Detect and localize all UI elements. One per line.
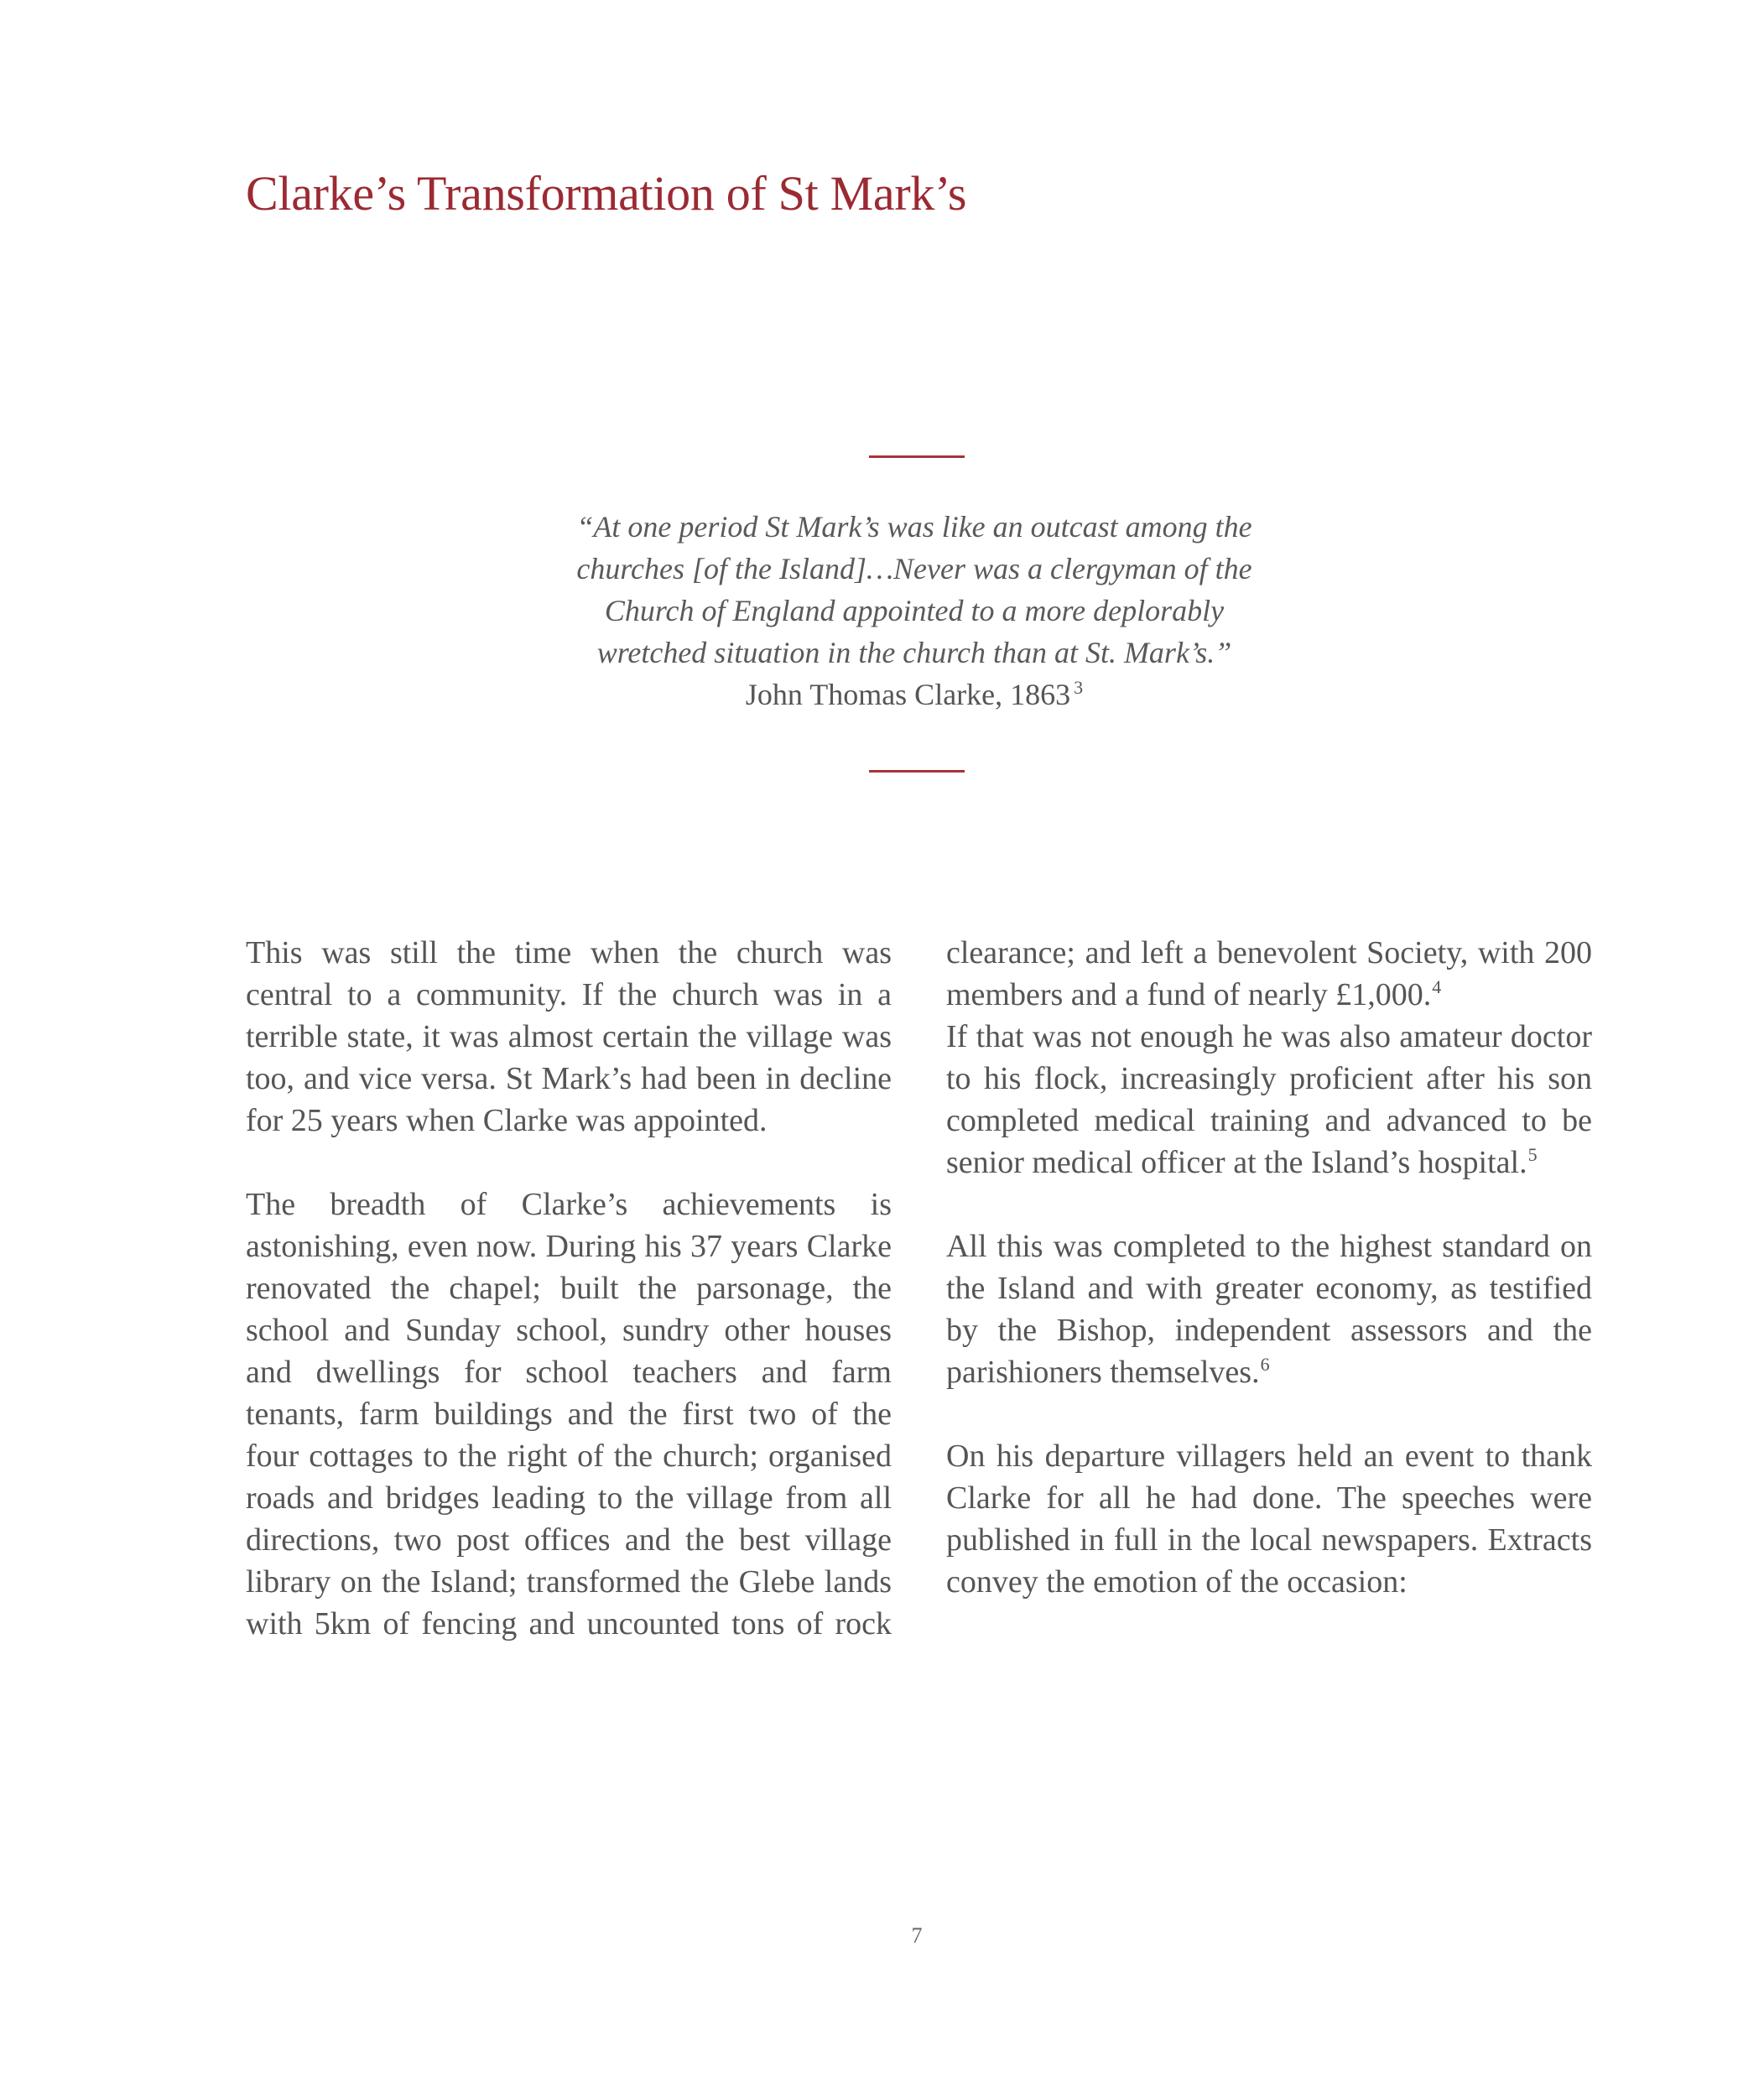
paragraph-4-text: All this was completed to the highest standard on the Island and with greater economy, as testified by the Bishop, independent assessors and the parishioners themselves. [946, 1229, 1592, 1390]
page-number: 7 [911, 1923, 923, 1948]
paragraph-4 [946, 1225, 1592, 1393]
footnote-marker: 4 [1432, 976, 1442, 998]
paragraph-2-continued [946, 932, 1592, 1016]
right-column [946, 932, 1592, 1645]
top-divider-rule [869, 455, 965, 458]
footnote-marker: 5 [1527, 1144, 1538, 1166]
epigraph-line: churches [of the Island]…Never was a clergyman of the [576, 552, 1252, 585]
epigraph-attribution [520, 674, 1309, 715]
paragraph-3 [946, 1016, 1592, 1184]
attribution-text: John Thomas Clarke, 1863 [745, 678, 1071, 711]
paragraph-2: The breadth of Clarke’s achievements is astonishing, even now. During his 37 years Clarke renovated the chapel; built the parsonage, the school and Sunday school, sundry other houses and dwellings for school teachers and farm tenants, farm buildings and the first two of the four cottages to the right of the church; organised roads and bridges leading to the village from all directions, two post offices and the best village library on the Island; transformed the Glebe lands with 5km of fencing and uncounted tons of rock [246, 1187, 892, 1641]
epigraph-quote [520, 506, 1309, 674]
paragraph-2-continued-text: clearance; and left a benevolent Society, with 200 members and a fund of nearly £1,000. [946, 935, 1592, 1012]
page-title: Clarke’s Transformation of St Mark’s [246, 166, 967, 221]
epigraph-line: Church of England appointed to a more deplorably [604, 594, 1225, 627]
footnote-marker: 6 [1260, 1354, 1270, 1376]
bottom-divider-rule [869, 770, 965, 773]
epigraph-line: “At one period St Mark’s was like an outcast among the [576, 510, 1252, 544]
paragraph-3-text: If that was not enough he was also amateur doctor to his flock, increasingly proficient after his son completed medical training and advanced to be senior medical officer at the Island’s hospital. [946, 1019, 1592, 1180]
paragraph-1: This was still the time when the church was central to a community. If the church was in a terrible state, it was almost certain the village was too, and vice versa. St Mark’s had been in decline for 25 years when Clarke was appointed. [246, 935, 892, 1138]
paragraph-5: On his departure villagers held an event to thank Clarke for all he had done. The speeches were published in full in the local newspapers. Extracts convey the emotion of the occasion: [946, 1438, 1592, 1600]
epigraph-line: wretched situation in the church than at St. Mark’s.” [596, 636, 1232, 669]
epigraph [520, 506, 1309, 715]
footnote-marker: 3 [1074, 677, 1084, 698]
left-column [246, 932, 892, 1687]
